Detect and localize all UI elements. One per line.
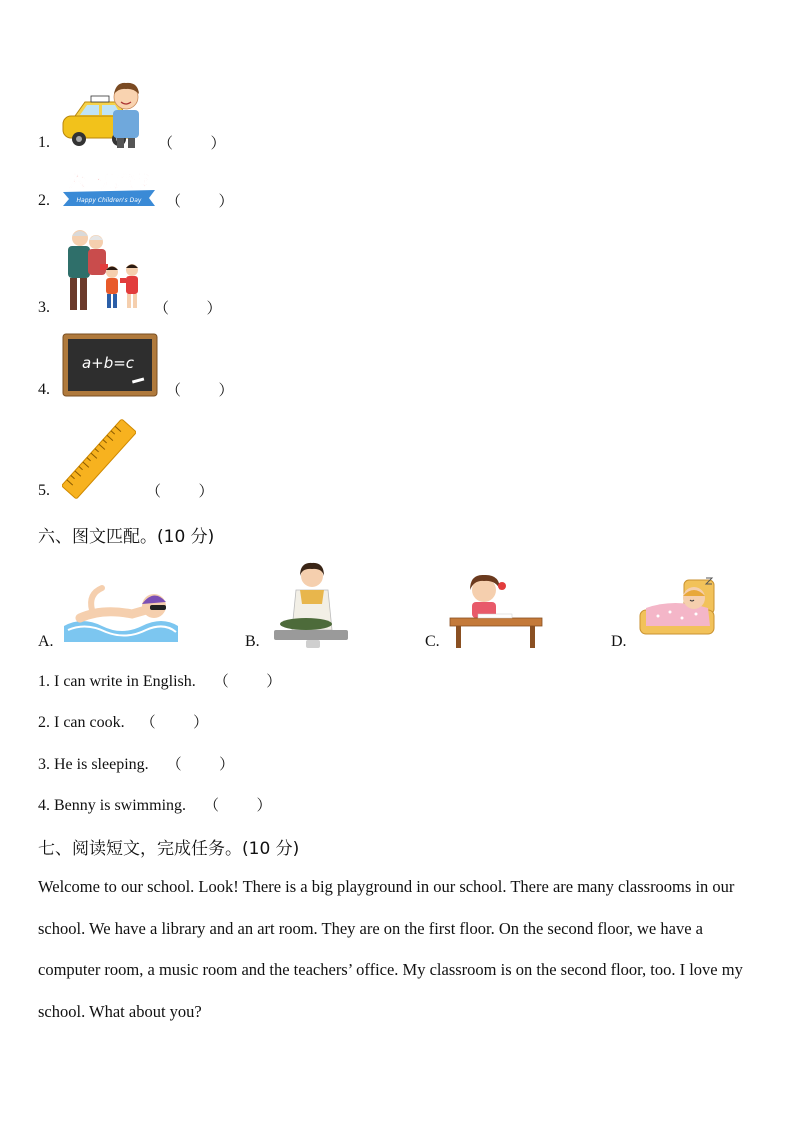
- item-number: 4.: [38, 381, 50, 398]
- childrens-day-banner-icon: [61, 168, 157, 208]
- question-row: [38, 794, 272, 815]
- ruler-icon: [62, 416, 136, 502]
- answer-blank[interactable]: （ ）: [166, 194, 234, 210]
- grandparents-picture: [60, 226, 146, 316]
- item-number: 1.: [38, 134, 50, 151]
- question-text: 1. I can write in English.: [38, 673, 196, 690]
- question-text: 2. I can cook.: [38, 714, 125, 731]
- option-label: A.: [38, 633, 54, 650]
- question-row: [38, 753, 234, 774]
- option-c-picture: [448, 572, 544, 650]
- question-text: 3. He is sleeping.: [38, 756, 149, 773]
- writing-girl-icon: [448, 572, 544, 650]
- grandparents-children-icon: [60, 226, 146, 316]
- svg-text:a+b=c: a+b=c: [81, 354, 135, 372]
- item-number: 3.: [38, 299, 50, 316]
- svg-text:六一儿童节: 六一儿童节: [68, 172, 150, 191]
- option-label: D.: [611, 633, 627, 650]
- option-a-picture: [62, 580, 180, 644]
- taxi-driver-icon: [61, 80, 153, 150]
- blackboard-picture: [62, 333, 158, 397]
- question-text: 4. Benny is swimming.: [38, 797, 187, 814]
- item-number: 5.: [38, 482, 50, 499]
- answer-blank[interactable]: （ ）: [154, 301, 222, 317]
- section-7-heading: 七、阅读短文，完成任务。(10 分): [38, 839, 300, 859]
- option-label: C.: [425, 633, 440, 650]
- question-row: [38, 670, 281, 691]
- blackboard-icon: [62, 333, 158, 397]
- answer-blank[interactable]: （ ）: [140, 715, 209, 731]
- ruler-picture: [62, 416, 136, 502]
- answer-blank[interactable]: （ ）: [166, 383, 234, 399]
- answer-blank[interactable]: （ ）: [213, 674, 282, 690]
- section-6-heading: 六、图文匹配。(10 分): [38, 527, 215, 547]
- item-number: 2.: [38, 192, 50, 209]
- answer-blank[interactable]: （ ）: [166, 757, 235, 773]
- option-b-picture: [266, 560, 356, 650]
- option-label: B.: [245, 633, 260, 650]
- answer-blank[interactable]: （ ）: [204, 798, 272, 814]
- reading-passage: Welcome to our school. Look! There is a big playground in our school. There are many classrooms in our school. We have a library and an art room. They are on the first floor. On the second floor, we have a computer room, a music room and the teachers’ office. My classroom is on the second floor, too. I love my school. What about you?: [38, 877, 743, 1021]
- childrens-day-picture: [61, 168, 157, 208]
- cooking-woman-icon: [266, 560, 356, 650]
- option-d-picture: [638, 574, 722, 650]
- taxi-driver-picture: [61, 80, 153, 150]
- sleeping-child-icon: [638, 574, 722, 650]
- swimming-boy-icon: [62, 580, 180, 644]
- answer-blank[interactable]: （ ）: [158, 136, 226, 152]
- svg-text:Happy Children's Day: Happy Children's Day: [76, 197, 142, 204]
- question-row: [38, 711, 208, 732]
- answer-blank[interactable]: （ ）: [146, 484, 214, 500]
